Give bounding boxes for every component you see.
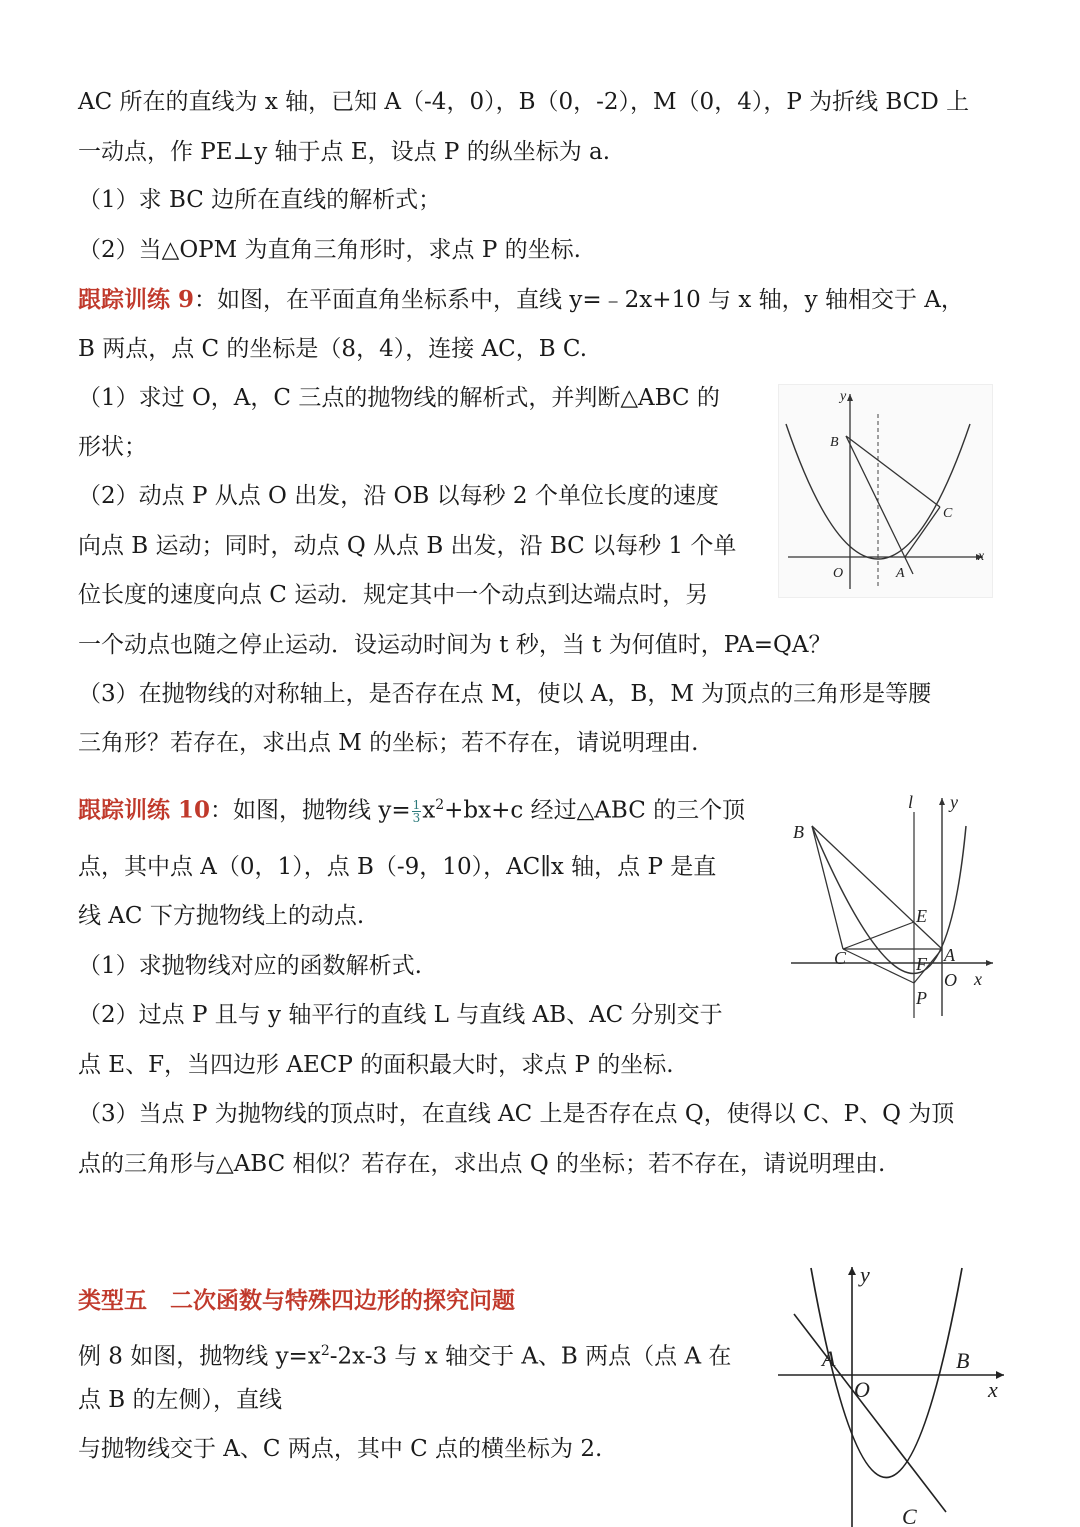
ex9-question-3a: （3）在抛物线的对称轴上，是否存在点 M，使以 A，B，M 为顶点的三角形是等腰 [78, 681, 932, 707]
ex10-label-B: B [793, 822, 804, 842]
ex10-question-2b: 点 E、F，当四边形 AECP 的面积最大时，求点 P 的坐标. [78, 1052, 674, 1078]
ex10-label-l: l [908, 792, 914, 812]
ex9-question-1b: 形状； [78, 434, 147, 460]
type5-label-x: x [988, 1377, 998, 1402]
ex10-line-1-x: x [422, 797, 436, 824]
ex10-label-P: P [916, 988, 927, 1008]
ex9-label: 跟踪训练 9 [78, 286, 195, 313]
ex9-label-O: O [833, 566, 844, 581]
ex9-question-1a: （1）求过 O，A，C 三点的抛物线的解析式，并判断△ABC 的 [78, 385, 720, 411]
ex9-figure [778, 384, 993, 598]
type5-label-y: y [860, 1262, 870, 1287]
ex10-label-x: x [974, 969, 982, 989]
ex10-line-AB [812, 826, 942, 949]
ex10-frac-den: 3 [412, 811, 421, 826]
type5-label-C: C [902, 1504, 917, 1527]
ex9-label-x: x [978, 549, 985, 564]
ex10-question-3b: 点的三角形与△ABC 相似？若存在，求出点 Q 的坐标；若不存在，请说明理由. [78, 1151, 886, 1177]
ex10-x-arrow [986, 960, 993, 966]
ex10-label: 跟踪训练 10 [78, 796, 211, 824]
ex10-line-1-sup: 2 [435, 797, 445, 813]
ex10-label-O: O [944, 970, 957, 990]
type5-parabola [811, 1268, 962, 1478]
type5-line-2: 点 B 的左侧），直线 [78, 1387, 283, 1413]
type5-line-1-pre: 例 8 如图，抛物线 y=x [78, 1343, 321, 1370]
type5-line-1-post: -2x-3 与 x 轴交于 A、B 两点（点 A 在 [329, 1343, 732, 1370]
ex9-question-2d: 一个动点也随之停止运动．设运动时间为 t 秒，当 t 为何值时，PA=QA？ [78, 632, 832, 658]
ex9-question-2b: 向点 B 运动；同时，动点 Q 从点 B 出发，沿 BC 以每秒 1 个单 [78, 533, 737, 559]
ex10-figure [788, 786, 998, 1018]
intro-line-1: AC 所在的直线为 x 轴，已知 A（-4，0），B（0，-2），M（0，4），P 为折线 BCD 上 [78, 89, 970, 115]
ex10-label-C: C [834, 948, 847, 968]
ex10-line-1-pre: ：如图，抛物线 y= [210, 797, 411, 824]
ex9-label-A: A [896, 566, 905, 581]
ex9-label-B: B [830, 435, 839, 450]
type5-line-1 [78, 1336, 731, 1372]
ex10-question-3a: （3）当点 P 为抛物线的顶点时，在直线 AC 上是否存在点 Q，使得以 C、P、Q 为顶 [78, 1101, 955, 1127]
type5-figure [776, 1262, 1006, 1527]
ex9-label-C: C [943, 506, 953, 521]
type5-y-arrow [848, 1267, 856, 1275]
ex9-line-1 [78, 285, 964, 315]
ex9-question-2c: 位长度的速度向点 C 运动．规定其中一个动点到达端点时，另 [78, 582, 709, 608]
ex10-line-CE [843, 922, 914, 949]
ex10-question-2a: （2）过点 P 且与 y 轴平行的直线 L 与直线 AB、AC 分别交于 [78, 1002, 723, 1028]
type5-line-AC [794, 1314, 946, 1512]
type5-heading: 类型五 二次函数与特殊四边形的探究问题 [78, 1287, 515, 1314]
ex10-line-CP [843, 949, 914, 983]
ex10-line-2: 点，其中点 A（0，1），点 B（-9，10），AC∥x 轴，点 P 是直 [78, 854, 717, 880]
ex10-line-3: 线 AC 下方抛物线上的动点. [78, 903, 365, 929]
intro-line-2: 一动点，作 PE⊥y 轴于点 E，设点 P 的纵坐标为 a. [78, 139, 611, 165]
ex10-fraction [412, 799, 422, 824]
type5-line-3: 与抛物线交于 A、C 两点，其中 C 点的横坐标为 2. [78, 1436, 603, 1462]
ex10-line-1 [78, 790, 745, 826]
intro-question-2: （2）当△OPM 为直角三角形时，求点 P 的坐标. [78, 237, 581, 263]
ex9-line-2: B 两点，点 C 的坐标是（8，4），连接 AC，B C. [78, 336, 588, 362]
type5-label-B: B [956, 1348, 970, 1373]
type5-label-A: A [822, 1346, 836, 1371]
ex10-label-F: F [916, 954, 927, 974]
ex10-label-A: A [944, 945, 955, 965]
type5-line-1-sup: 2 [320, 1343, 330, 1359]
ex9-figure-frame [779, 385, 993, 598]
ex10-frac-num: 1 [412, 798, 421, 813]
ex10-line-BC [812, 826, 843, 949]
ex10-question-1: （1）求抛物线对应的函数解析式. [78, 953, 422, 979]
ex9-label-y: y [840, 389, 847, 404]
ex9-question-2a: （2）动点 P 从点 O 出发，沿 OB 以每秒 2 个单位长度的速度 [78, 483, 719, 509]
intro-question-1: （1）求 BC 边所在直线的解析式； [78, 187, 442, 213]
type5-label-O: O [854, 1377, 870, 1402]
ex9-question-3b: 三角形？若存在，求出点 M 的坐标；若不存在，请说明理由. [78, 730, 699, 756]
ex10-label-E: E [916, 906, 927, 926]
ex9-line-1-text: ：如图，在平面直角坐标系中，直线 y=﹣2x+10 与 x 轴，y 轴相交于 A， [194, 287, 964, 313]
ex10-label-y: y [950, 792, 958, 812]
ex10-y-arrow [939, 798, 945, 805]
ex10-line-1-post: +bx+c 经过△ABC 的三个顶 [444, 797, 746, 824]
